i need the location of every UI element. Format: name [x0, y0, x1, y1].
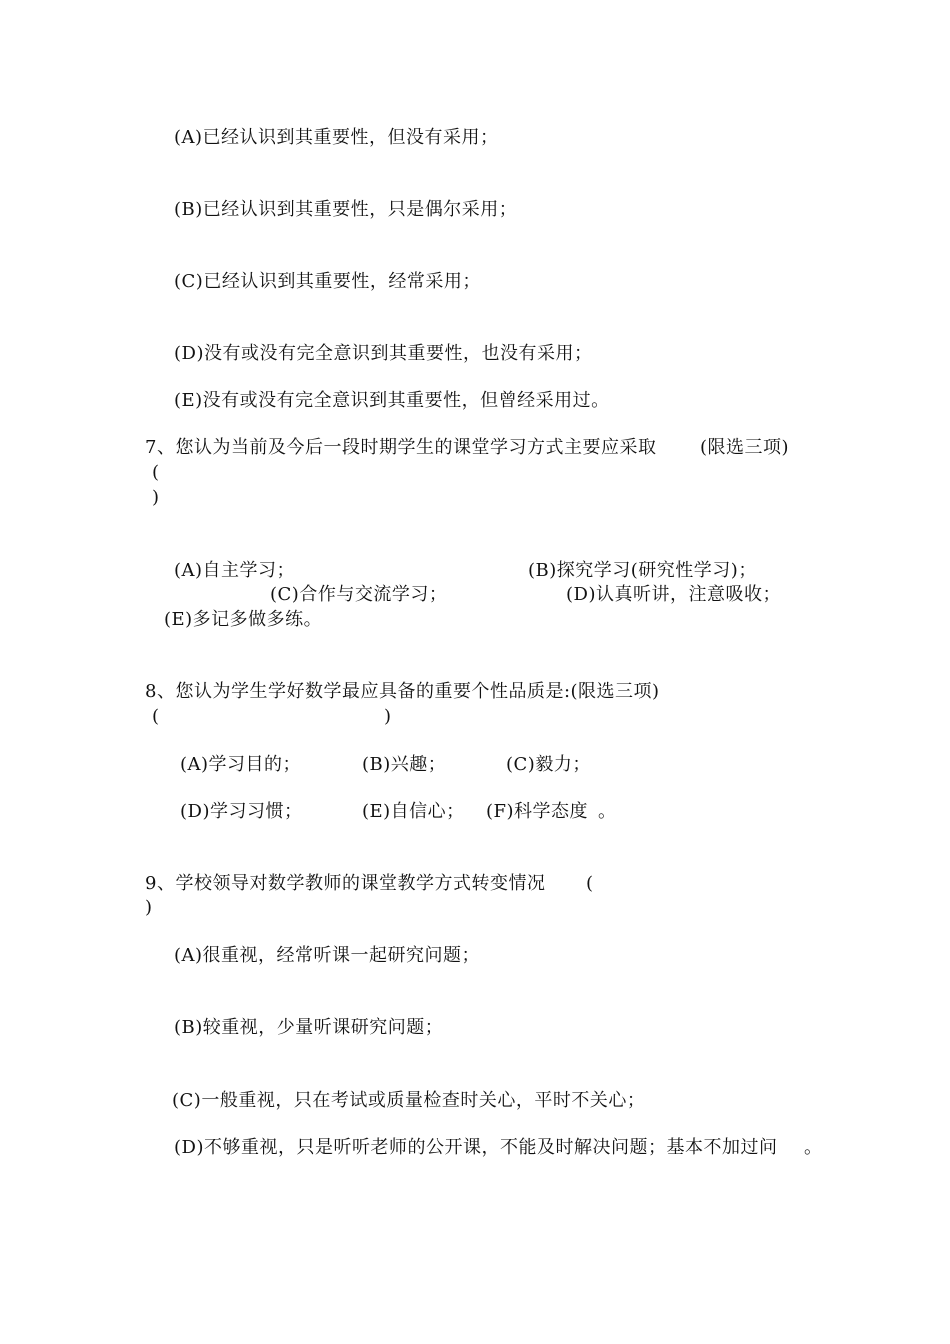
- q6-option-b: (B)已经认识到其重要性，只是偶尔采用；: [174, 199, 518, 220]
- q7-option-e: (E)多记多做多练。: [164, 609, 323, 630]
- q6-option-e: (E)没有或没有完全意识到其重要性，但曾经采用过。: [174, 390, 610, 411]
- q8-end-mark: 。: [598, 801, 617, 822]
- q7-paren-close: ): [152, 487, 160, 508]
- q6-option-d: (D)没有或没有完全意识到其重要性，也没有采用；: [174, 343, 593, 364]
- q8-option-a: (A)学习目的；: [180, 754, 302, 775]
- q9-option-b: (B)较重视，少量听课研究问题；: [174, 1017, 444, 1038]
- q9-end-mark: 。: [804, 1137, 823, 1158]
- q8-option-e: (E)自信心；: [362, 801, 465, 822]
- q9-option-a: (A)很重视，经常听课一起研究问题；: [174, 945, 481, 966]
- q6-option-c: (C)已经认识到其重要性，经常采用；: [174, 271, 481, 292]
- q7-option-d: (D)认真听讲，注意吸收；: [566, 584, 781, 605]
- q7-paren-open: (: [152, 462, 160, 483]
- q8-paren-open: (: [152, 706, 160, 727]
- q9-paren-close: ): [145, 897, 153, 918]
- q7-option-a: (A)自主学习；: [174, 560, 296, 581]
- q7-option-c: (C)合作与交流学习；: [270, 584, 448, 605]
- q8-option-d: (D)学习习惯；: [180, 801, 303, 822]
- q8-question: 8、您认为学生学好数学最应具备的重要个性品质是:(限选三项): [145, 681, 660, 702]
- q7-limit: (限选三项): [700, 437, 790, 458]
- q9-option-c: (C)一般重视，只在考试或质量检查时关心，平时不关心；: [172, 1090, 646, 1111]
- q8-paren-close: ): [384, 706, 392, 727]
- q8-option-f: (F)科学态度: [486, 801, 589, 822]
- q7-question: 7、您认为当前及今后一段时期学生的课堂学习方式主要应采取: [145, 437, 657, 458]
- q6-option-a: (A)已经认识到其重要性，但没有采用；: [174, 127, 499, 148]
- q9-paren-open: (: [586, 873, 594, 894]
- q8-option-c: (C)毅力；: [506, 754, 591, 775]
- q9-option-d: (D)不够重视，只是听听老师的公开课，不能及时解决问题；基本不加过问: [174, 1137, 778, 1158]
- q7-option-b: (B)探究学习(研究性学习)；: [528, 560, 757, 581]
- q9-question: 9、学校领导对数学教师的课堂教学方式转变情况: [145, 873, 546, 894]
- q8-option-b: (B)兴趣；: [362, 754, 447, 775]
